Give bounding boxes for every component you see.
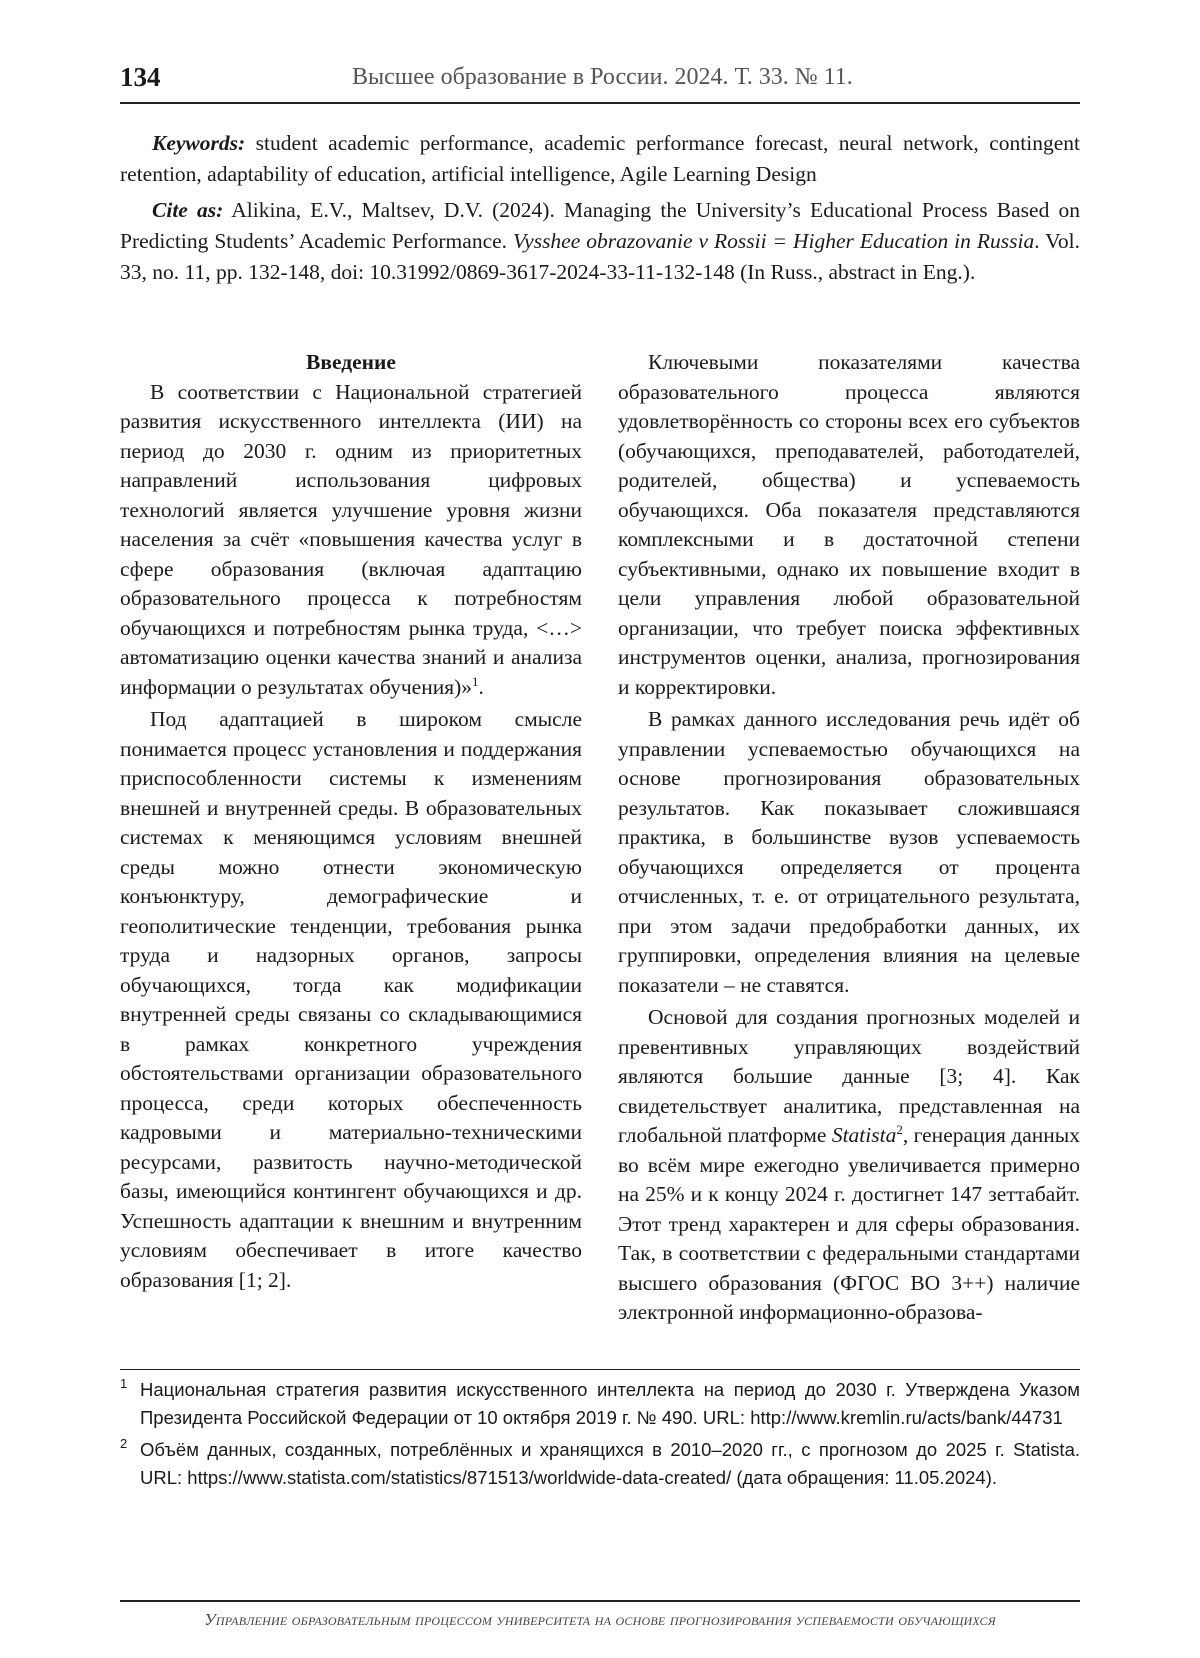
cite-label: Cite as: [152, 198, 224, 222]
left-column [120, 348, 582, 1298]
footnote-text: Объём данных, созданных, потреблённых и хранящихся в 2010–2020 гг., с прогнозом до 2025 г. Statista. URL: https://www.statista.com/statistics/871513/worldwide-data-created/ (дата обращения: 11.05.2024). [140, 1439, 1080, 1488]
footnote-mark: 2 [120, 1436, 128, 1451]
running-header [120, 58, 1080, 104]
running-footer: Управление образовательным процессом университета на основе прогнозирования успеваемости обучающихся [120, 1600, 1080, 1630]
keywords-text: student academic performance, academic performance forecast, neural network, contingent retention, adaptability of education, artificial intelligence, Agile Learning Design [120, 131, 1080, 186]
left-paragraph-2: Под адаптацией в широком смысле понимается процесс установления и поддержания приспособленности системы к изменениям внешней и внутренней среды. В образовательных системах к меняющимся условиям внешней среды можно отнести экономическую конъюнктуру, демографические и геополитические тенденции, требования рынка труда и надзорных органов, запросы обучающихся, тогда как модификации внутренней среды связаны со складывающимися в рамках конкретного учреждения обстоятельствами организации образовательного процесса, среди которых обеспеченность кадровыми и материально-техническими ресурсами, развитость научно-методической базы, имеющийся контингент обучающихся и др. Успешность адаптации к внешним и внутренним условиям обеспечивает в итоге качество образования [1; 2]. [120, 707, 582, 1292]
right-p3-text-b: , генерация данных во всём мире ежегодно увеличивается примерно на 25% и к концу 2024 г. достигнет 147 зеттабайт. Этот тренд характерен и для сферы образования. Так, в соответствии с федеральными стандартами высшего образования (ФГОС ВО 3++) наличие электронной информационно-образова- [618, 1123, 1081, 1324]
right-paragraph-3 [618, 1003, 1080, 1328]
footnote-mark: 1 [120, 1376, 128, 1391]
keywords-paragraph [120, 128, 1080, 190]
section-heading: Введение [306, 350, 396, 374]
left-paragraph-1 [120, 378, 582, 703]
statista-name: Statista [831, 1123, 897, 1147]
right-column [618, 348, 1080, 1331]
keywords-label: Keywords: [152, 131, 246, 155]
journal-title: Высшее образование в России. 2024. Т. 33. № 11. [352, 64, 853, 90]
cite-text-1: Alikina, E.V., Maltsev, D.V. (2024). Managing the University’s Educational Process Based on Predicting Students’ Academic Performance. [120, 198, 1080, 253]
right-p3-text-a: Основой для создания прогнозных моделей и превентивных управляющих воздействий являются большие данные [3; 4]. Как свидетельствует аналитика, представленная на глобальной платформе [618, 1005, 1080, 1147]
footnote-2 [120, 1436, 1080, 1492]
cite-text-2: . Vol. 33, no. 11, pp. 132-148, doi: 10.31992/0869-3617-2024-33-11-132-148 (In Russ., abstract in Eng.). [120, 229, 1081, 284]
cite-journal: Vysshee obrazovanie v Rossii = Higher Education in Russia [513, 229, 1035, 253]
left-p1-end: . [478, 674, 484, 699]
footnote-ref-1[interactable]: 1 [472, 673, 479, 689]
citation-paragraph [120, 195, 1080, 288]
footnote-1 [120, 1376, 1080, 1432]
right-paragraph-2: В рамках данного исследования речь идёт об управлении успеваемостью обучающихся на основе прогнозирования образовательных результатов. Как показывает сложившаяся практика, в большинстве вузов успеваемость обучающихся определяется от процента отчисленных, т. е. от отрицательного результата, при этом задачи предобработки данных, их группировки, определения влияния на целевые показатели – не ставятся. [618, 707, 1080, 997]
article-metadata [120, 128, 1080, 293]
left-p1-text: В соответствии с Национальной стратегией развития искусственного интеллекта (ИИ) на период до 2030 г. одним из приоритетных направлений использования цифровых технологий является улучшение уровня жизни населения за счёт «повышения качества услуг в сфере образования (включая адаптацию образовательного процесса к потребностям обучающихся и потребностям рынка труда, <…> автоматизацию оценки качества знаний и анализа информации о результатах обучения)» [120, 379, 582, 699]
footnotes [120, 1369, 1080, 1496]
page-number: 134 [120, 62, 161, 92]
right-paragraph-1: Ключевыми показателями качества образовательного процесса являются удовлетворённость со стороны всех его субъектов (обучающихся, преподавателей, работодателей, родителей, общества) и успеваемость обучающихся. Оба показателя представляются комплексными и в достаточной степени субъективными, однако их повышение входит в цели управления любой образовательной организации, что требует поиска эффективных инструментов оценки, анализа, прогнозирования и корректировки. [618, 350, 1080, 699]
footnote-ref-2[interactable]: 2 [896, 1121, 903, 1137]
footnote-text: Национальная стратегия развития искусственного интеллекта на период до 2030 г. Утверждена Указом Президента Российской Федерации от 10 октября 2019 г. № 490. URL: http://www.kremlin.ru/acts/bank/44731 [140, 1379, 1080, 1428]
